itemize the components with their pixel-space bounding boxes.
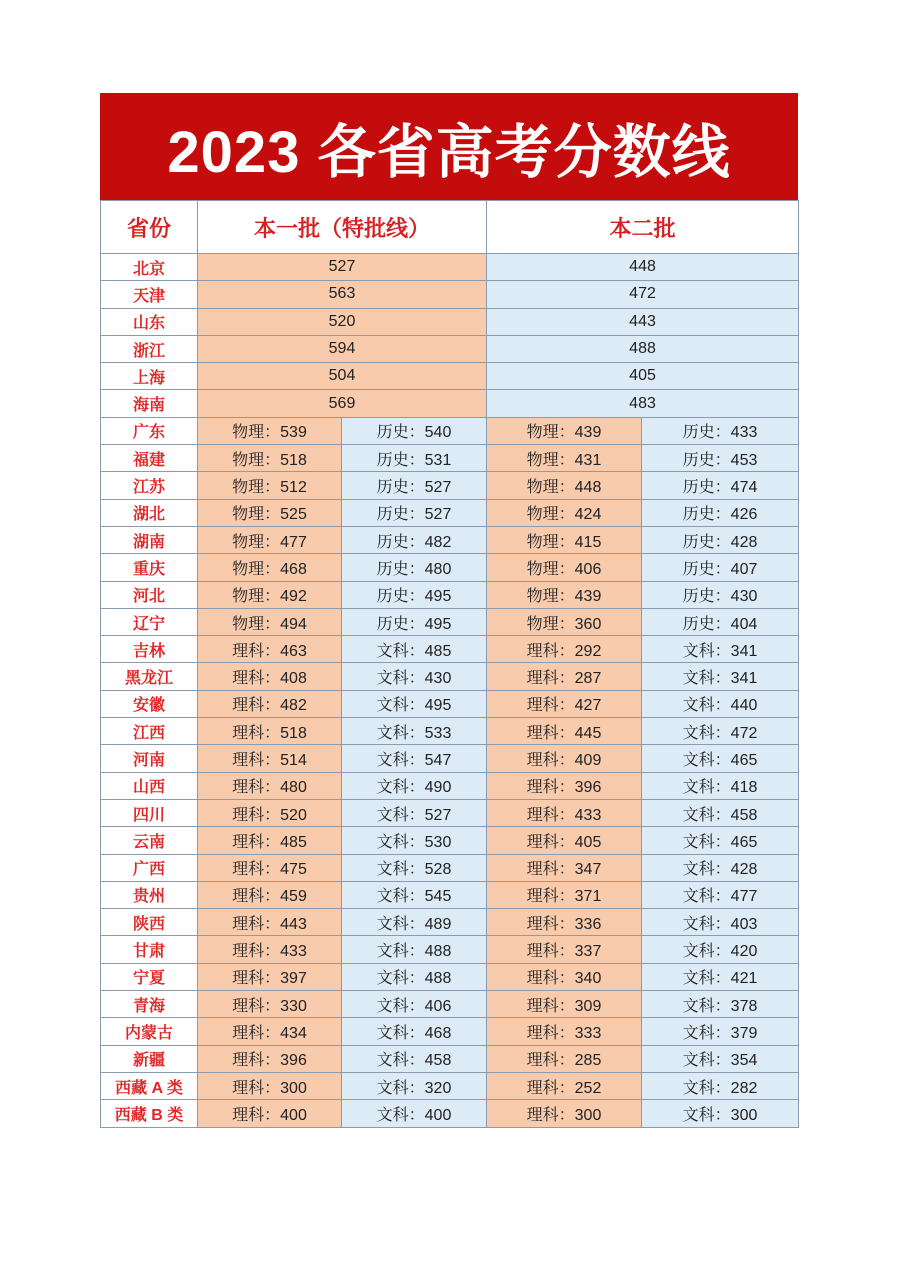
table-row xyxy=(101,581,799,608)
province-cell: 宁夏 xyxy=(101,963,198,990)
batch1-score-cell: 理科：480 xyxy=(198,772,342,799)
batch2-score-cell: 文科：458 xyxy=(642,799,799,826)
batch1-score-cell: 理科：396 xyxy=(198,1045,342,1072)
batch2-score-cell: 理科：309 xyxy=(487,991,642,1018)
batch2-score-cell: 物理：448 xyxy=(487,472,642,499)
province-cell: 福建 xyxy=(101,445,198,472)
table-row xyxy=(101,308,799,335)
batch1-score-cell: 文科：488 xyxy=(342,963,487,990)
batch1-score-cell: 文科：533 xyxy=(342,718,487,745)
province-cell: 海南 xyxy=(101,390,198,417)
batch1-score-cell: 文科：490 xyxy=(342,772,487,799)
batch1-score-cell: 理科：397 xyxy=(198,963,342,990)
batch2-score-cell: 物理：424 xyxy=(487,499,642,526)
table-row xyxy=(101,1045,799,1072)
batch2-score-cell: 文科：403 xyxy=(642,909,799,936)
score-table xyxy=(100,200,799,1128)
province-cell: 天津 xyxy=(101,281,198,308)
batch1-score-cell: 520 xyxy=(198,308,487,335)
batch2-score-cell: 文科：341 xyxy=(642,663,799,690)
table-row xyxy=(101,718,799,745)
province-cell: 广东 xyxy=(101,417,198,444)
province-cell: 上海 xyxy=(101,363,198,390)
batch1-score-cell: 物理：525 xyxy=(198,499,342,526)
batch1-score-cell: 文科：528 xyxy=(342,854,487,881)
batch2-score-cell: 历史：430 xyxy=(642,581,799,608)
batch1-score-cell: 理科：463 xyxy=(198,636,342,663)
batch1-score-cell: 历史：482 xyxy=(342,526,487,553)
province-cell: 陕西 xyxy=(101,909,198,936)
province-cell: 山西 xyxy=(101,772,198,799)
batch2-score-cell: 理科：409 xyxy=(487,745,642,772)
table-row xyxy=(101,663,799,690)
batch2-score-cell: 理科：287 xyxy=(487,663,642,690)
table-row xyxy=(101,417,799,444)
batch2-score-cell: 理科：371 xyxy=(487,881,642,908)
batch1-score-cell: 文科：530 xyxy=(342,827,487,854)
batch1-score-cell: 文科：495 xyxy=(342,690,487,717)
province-cell: 甘肃 xyxy=(101,936,198,963)
batch2-score-cell: 文科：420 xyxy=(642,936,799,963)
batch1-score-cell: 理科：408 xyxy=(198,663,342,690)
batch1-score-cell: 理科：443 xyxy=(198,909,342,936)
batch1-score-cell: 历史：495 xyxy=(342,608,487,635)
batch1-score-cell: 文科：485 xyxy=(342,636,487,663)
table-row xyxy=(101,335,799,362)
batch1-score-cell: 物理：512 xyxy=(198,472,342,499)
province-cell: 河北 xyxy=(101,581,198,608)
table-row xyxy=(101,472,799,499)
batch2-score-cell: 理科：292 xyxy=(487,636,642,663)
province-cell: 山东 xyxy=(101,308,198,335)
province-cell: 河南 xyxy=(101,745,198,772)
batch1-score-cell: 文科：458 xyxy=(342,1045,487,1072)
batch1-score-cell: 理科：433 xyxy=(198,936,342,963)
province-cell: 黑龙江 xyxy=(101,663,198,690)
batch2-score-cell: 448 xyxy=(487,254,799,281)
table-row xyxy=(101,854,799,881)
batch1-score-cell: 物理：477 xyxy=(198,526,342,553)
batch2-score-cell: 理科：405 xyxy=(487,827,642,854)
header-province: 省份 xyxy=(101,201,198,254)
batch2-score-cell: 443 xyxy=(487,308,799,335)
table-row xyxy=(101,608,799,635)
batch1-score-cell: 文科：400 xyxy=(342,1100,487,1127)
batch1-score-cell: 文科：547 xyxy=(342,745,487,772)
table-row xyxy=(101,881,799,908)
province-cell: 北京 xyxy=(101,254,198,281)
batch1-score-cell: 理科：482 xyxy=(198,690,342,717)
batch1-score-cell: 理科：518 xyxy=(198,718,342,745)
batch2-score-cell: 理科：396 xyxy=(487,772,642,799)
table-row xyxy=(101,1100,799,1127)
batch1-score-cell: 理科：475 xyxy=(198,854,342,881)
batch2-score-cell: 文科：472 xyxy=(642,718,799,745)
batch1-score-cell: 文科：320 xyxy=(342,1072,487,1099)
table-row xyxy=(101,445,799,472)
batch2-score-cell: 文科：378 xyxy=(642,991,799,1018)
batch2-score-cell: 文科：465 xyxy=(642,745,799,772)
batch2-score-cell: 物理：439 xyxy=(487,581,642,608)
table-row xyxy=(101,1072,799,1099)
batch2-score-cell: 文科：428 xyxy=(642,854,799,881)
batch2-score-cell: 理科：333 xyxy=(487,1018,642,1045)
page-title: 2023 各省高考分数线 xyxy=(100,93,798,200)
batch1-score-cell: 569 xyxy=(198,390,487,417)
batch1-score-cell: 物理：468 xyxy=(198,554,342,581)
batch2-score-cell: 理科：427 xyxy=(487,690,642,717)
header-row xyxy=(101,201,799,254)
batch1-score-cell: 历史：480 xyxy=(342,554,487,581)
header-batch1: 本一批（特批线） xyxy=(198,201,487,254)
batch1-score-cell: 理科：459 xyxy=(198,881,342,908)
table-row xyxy=(101,690,799,717)
province-cell: 西藏 B 类 xyxy=(101,1100,198,1127)
batch1-score-cell: 文科：468 xyxy=(342,1018,487,1045)
batch2-score-cell: 物理：431 xyxy=(487,445,642,472)
batch1-score-cell: 文科：406 xyxy=(342,991,487,1018)
batch2-score-cell: 历史：433 xyxy=(642,417,799,444)
table-row xyxy=(101,390,799,417)
province-cell: 吉林 xyxy=(101,636,198,663)
batch1-score-cell: 文科：527 xyxy=(342,799,487,826)
batch2-score-cell: 理科：433 xyxy=(487,799,642,826)
batch1-score-cell: 物理：494 xyxy=(198,608,342,635)
batch1-score-cell: 历史：495 xyxy=(342,581,487,608)
batch2-score-cell: 文科：440 xyxy=(642,690,799,717)
batch1-score-cell: 理科：485 xyxy=(198,827,342,854)
batch1-score-cell: 594 xyxy=(198,335,487,362)
table-row xyxy=(101,1018,799,1045)
batch2-score-cell: 483 xyxy=(487,390,799,417)
table-row xyxy=(101,526,799,553)
table-row xyxy=(101,281,799,308)
province-cell: 四川 xyxy=(101,799,198,826)
batch1-score-cell: 物理：539 xyxy=(198,417,342,444)
batch2-score-cell: 文科：341 xyxy=(642,636,799,663)
batch2-score-cell: 历史：407 xyxy=(642,554,799,581)
province-cell: 安徽 xyxy=(101,690,198,717)
batch1-score-cell: 504 xyxy=(198,363,487,390)
batch2-score-cell: 理科：340 xyxy=(487,963,642,990)
province-cell: 广西 xyxy=(101,854,198,881)
batch1-score-cell: 理科：434 xyxy=(198,1018,342,1045)
batch1-score-cell: 理科：330 xyxy=(198,991,342,1018)
province-cell: 湖南 xyxy=(101,526,198,553)
batch2-score-cell: 历史：426 xyxy=(642,499,799,526)
batch2-score-cell: 物理：360 xyxy=(487,608,642,635)
batch1-score-cell: 理科：514 xyxy=(198,745,342,772)
batch2-score-cell: 488 xyxy=(487,335,799,362)
batch1-score-cell: 历史：531 xyxy=(342,445,487,472)
batch1-score-cell: 527 xyxy=(198,254,487,281)
table-row xyxy=(101,499,799,526)
batch2-score-cell: 文科：465 xyxy=(642,827,799,854)
table-row xyxy=(101,772,799,799)
batch2-score-cell: 理科：300 xyxy=(487,1100,642,1127)
table-row xyxy=(101,799,799,826)
batch2-score-cell: 405 xyxy=(487,363,799,390)
batch2-score-cell: 理科：285 xyxy=(487,1045,642,1072)
province-cell: 重庆 xyxy=(101,554,198,581)
province-cell: 新疆 xyxy=(101,1045,198,1072)
province-cell: 云南 xyxy=(101,827,198,854)
batch2-score-cell: 472 xyxy=(487,281,799,308)
batch1-score-cell: 563 xyxy=(198,281,487,308)
province-cell: 浙江 xyxy=(101,335,198,362)
batch2-score-cell: 文科：418 xyxy=(642,772,799,799)
table-row xyxy=(101,254,799,281)
table-row xyxy=(101,991,799,1018)
header-batch2: 本二批 xyxy=(487,201,799,254)
table-row xyxy=(101,554,799,581)
score-table-document xyxy=(100,93,798,1128)
table-row xyxy=(101,827,799,854)
batch1-score-cell: 历史：527 xyxy=(342,499,487,526)
batch1-score-cell: 文科：545 xyxy=(342,881,487,908)
batch2-score-cell: 理科：252 xyxy=(487,1072,642,1099)
table-row xyxy=(101,745,799,772)
table-row xyxy=(101,636,799,663)
province-cell: 青海 xyxy=(101,991,198,1018)
province-cell: 内蒙古 xyxy=(101,1018,198,1045)
batch2-score-cell: 文科：477 xyxy=(642,881,799,908)
province-cell: 湖北 xyxy=(101,499,198,526)
batch2-score-cell: 历史：453 xyxy=(642,445,799,472)
batch2-score-cell: 理科：445 xyxy=(487,718,642,745)
batch1-score-cell: 历史：540 xyxy=(342,417,487,444)
batch2-score-cell: 理科：336 xyxy=(487,909,642,936)
batch1-score-cell: 物理：492 xyxy=(198,581,342,608)
table-row xyxy=(101,963,799,990)
batch2-score-cell: 历史：404 xyxy=(642,608,799,635)
province-cell: 辽宁 xyxy=(101,608,198,635)
table-row xyxy=(101,909,799,936)
batch2-score-cell: 文科：300 xyxy=(642,1100,799,1127)
province-cell: 贵州 xyxy=(101,881,198,908)
batch1-score-cell: 历史：527 xyxy=(342,472,487,499)
batch1-score-cell: 物理：518 xyxy=(198,445,342,472)
batch2-score-cell: 文科：354 xyxy=(642,1045,799,1072)
batch1-score-cell: 文科：489 xyxy=(342,909,487,936)
batch2-score-cell: 文科：282 xyxy=(642,1072,799,1099)
province-cell: 江苏 xyxy=(101,472,198,499)
batch2-score-cell: 历史：428 xyxy=(642,526,799,553)
province-cell: 西藏 A 类 xyxy=(101,1072,198,1099)
batch2-score-cell: 物理：415 xyxy=(487,526,642,553)
batch1-score-cell: 理科：300 xyxy=(198,1072,342,1099)
batch1-score-cell: 理科：400 xyxy=(198,1100,342,1127)
batch2-score-cell: 文科：379 xyxy=(642,1018,799,1045)
province-cell: 江西 xyxy=(101,718,198,745)
batch2-score-cell: 理科：337 xyxy=(487,936,642,963)
batch2-score-cell: 理科：347 xyxy=(487,854,642,881)
batch1-score-cell: 文科：430 xyxy=(342,663,487,690)
batch2-score-cell: 文科：421 xyxy=(642,963,799,990)
batch1-score-cell: 理科：520 xyxy=(198,799,342,826)
batch2-score-cell: 物理：439 xyxy=(487,417,642,444)
batch1-score-cell: 文科：488 xyxy=(342,936,487,963)
batch2-score-cell: 物理：406 xyxy=(487,554,642,581)
batch2-score-cell: 历史：474 xyxy=(642,472,799,499)
table-row xyxy=(101,936,799,963)
table-row xyxy=(101,363,799,390)
